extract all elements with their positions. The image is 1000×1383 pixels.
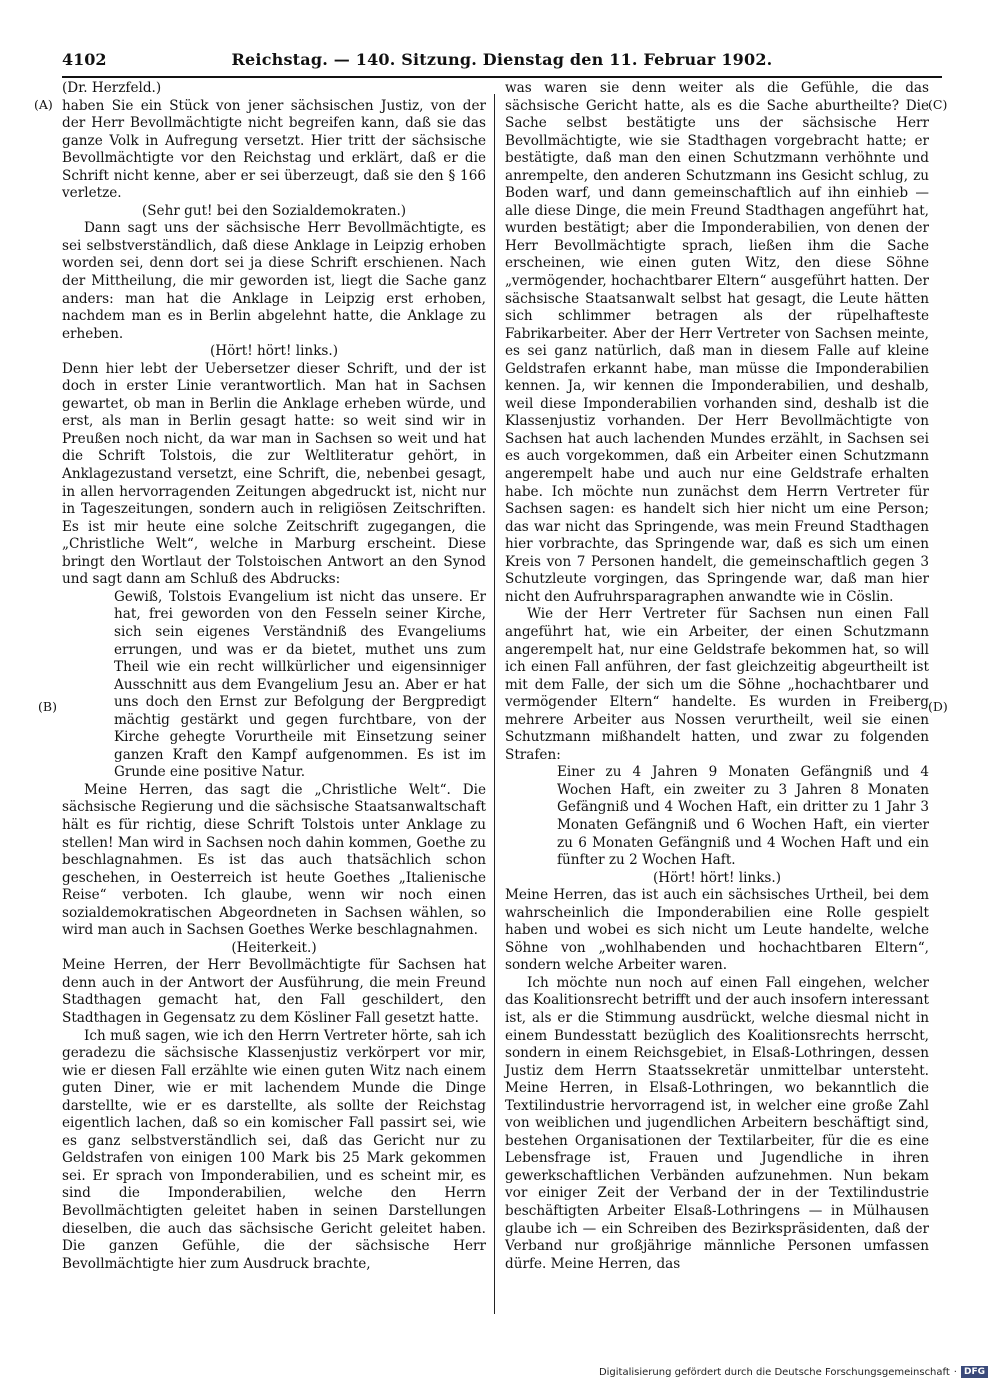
left-paragraph-2: Dann sagt uns der sächsische Herr Bevollmächtigte, es sei selbstverständlich, daß diese Anklage in Leipzig erhoben worden sei, denn dort sei ja diese Schrift erschienen. Nach der Mittheilung, die mir geworden ist, liegt die Sache ganz anders: man hat die Anklage in Leipzig erst erhoben, nachdem man es in Berlin abgelehnt hatte, die Anklage zu erheben.: [62, 220, 486, 342]
right-column: [505, 80, 929, 1273]
page-header: [62, 48, 942, 78]
speaker-attribution: (Dr. Herzfeld.): [62, 80, 162, 96]
dfg-logo-icon: DFG: [961, 1366, 988, 1378]
page-number: 4102: [62, 50, 107, 69]
left-paragraph-4: Meine Herren, das sagt die „Christliche Welt“. Die sächsische Regierung und die sächsische Staatsanwaltschaft hält es für richtig, diese Schrift Tolstois unter Anklage zu stellen! Man wird in Sachsen noch dahin kommen, Goethe zu beschlagnahmen. Es ist das auch thatsächlich schon geschehen, in Oesterreich ist heute Goethes „Italienische Reise“ verboten. Ich glaube, wenn wir noch einen sozialdemokratischen Abgeordneten in Sachsen wählen, so wird man auch in Sachsen Goethes Werke beschlagnahmen.: [62, 781, 486, 939]
interjection-hear-hear-right: (Hört! hört! links.): [652, 869, 782, 886]
column-divider: [494, 94, 495, 1314]
footer-credit: Digitalisierung gefördert durch die Deutsche Forschungsgemeinschaft: [598, 1366, 950, 1378]
left-paragraph-1: haben Sie ein Stück von jener sächsischen Justiz, von der der Herr Bevollmächtigte nicht begreifen kann, daß sie das ganze Volk in Aufregung versetzt. Hier tritt der sächsische Bevollmächtigte vor den Reichstag und erklärt, daß er die Schrift nicht kenne, aber er sei überzeugt, daß sie den § 166 verletze.: [62, 97, 486, 202]
right-paragraph-2: Wie der Herr Vertreter für Sachsen nun einen Fall angeführt hat, wie ein Arbeiter, der einen Schutzmann angerempelt hat, nur eine Geldstrafe bekommen hat, so will ich einen Fall anführen, der fast gleichzeitig abgeurtheilt ist mit dem Falle, der sich um die Söhne „hochachtbarer und vermögender Eltern“ handelte. Es wurden in Freiberg mehrere Arbeiter aus Nossen verurtheilt, weil sie einen Schutzmann mißhandelt hatten, und zwar zu folgenden Strafen:: [505, 606, 929, 763]
left-paragraph-3: Denn hier lebt der Uebersetzer dieser Schrift, und der ist doch in erster Linie verantwortlich. Man hat in Sachsen gewartet, ob man in Berlin die Anklage erheben würde, und erst, als man in Berlin gesagt hatte: so weit sind wir in Preußen noch nicht, da war man in Sachsen so weit und hat die Schrift Tolstois, die zur Weltliteratur gehört, in Anklagezustand versetzt, eine Schrift, die, nebenbei gesagt, in allen hervorragenden Zeitungen abgedruckt ist, nicht nur in Tageszeitungen, sondern auch in religiösen Zeitschriften. Es ist mir heute eine solche Zeitschrift zugegangen, die „Christliche Welt“, welche in Marburg erscheint. Diese bringt den Wortlaut der Tolstoischen Antwort an den Synod und sagt dann am Schluß des Abdrucks:: [62, 360, 486, 588]
margin-marker-d: (D): [928, 699, 948, 714]
interjection-applause: (Sehr gut! bei den Sozialdemokraten.): [141, 202, 407, 219]
digitization-footer: [599, 1364, 988, 1380]
right-paragraph-3: Meine Herren, das ist auch ein sächsisches Urtheil, bei dem wahrscheinlich die Imponderabilien eine Rolle gespielt haben und wobei es sich nicht um Leute handelte, welche Söhne von „wohlhabenden und hochachtbaren Eltern“, sondern welche Arbeiter waren.: [505, 887, 929, 974]
left-paragraph-5: Meine Herren, der Herr Bevollmächtigte für Sachsen hat denn auch in der Antwort der Ausführung, die mein Freund Stadthagen gemacht hat, den Fall geschildert, den Stadthagen in Gegensatz zu dem Kösliner Fall gesetzt hatte.: [62, 957, 486, 1026]
margin-marker-c: (C): [928, 97, 948, 112]
interjection-laughter: (Heiterkeit.): [231, 939, 317, 956]
footer-separator: ·: [953, 1366, 957, 1378]
margin-marker-a: (A): [34, 97, 53, 112]
left-column: [62, 80, 486, 1273]
interjection-hear-hear: (Hört! hört! links.): [209, 343, 339, 360]
left-paragraph-6: Ich muß sagen, wie ich den Herrn Vertreter hörte, sah ich geradezu die sächsische Klassenjustiz verkörpert vor mir, wie er diesen Fall erzählte wie einen guten Witz nach einem guten Diner, wie er mit lachendem Munde die Dinge darstellte, wie er es darstellte, als sollte der Reichstag eigentlich lachen, daß so ein komischer Fall passirt sei, wie es ganz selbstverständlich sei, daß das Gericht nur zu Geldstrafen von einigen 100 Mark bis 25 Mark gekommen sei. Er sprach von Imponderabilien, und es scheint mir, es sind die Imponderabilien, welche den Herrn Bevollmächtigten geleitet haben in seinen Darstellungen dieselben, die auch das sächsische Gericht geleitet haben. Die ganzen Gefühle, die der sächsische Herr Bevollmächtigte hier zum Ausdruck brachte,: [62, 1027, 486, 1272]
right-paragraph-4: Ich möchte nun noch auf einen Fall eingehen, welcher das Koalitionsrecht betrifft und der auch insofern interessant ist, als er die Stimmung ausdrückt, welche diesmal nicht in einem Bundesstatt bezüglich des Koalitionsrechts herrscht, sondern in einem Reichsgebiet, in Elsaß-Lothringen, dessen Justiz dem Herrn Staatssekretär unmittelbar untersteht. Meine Herren, in Elsaß-Lothringen, wo bekanntlich die Textilindustrie hervorragend ist, in welcher eine große Zahl von weiblichen und jugendlichen Arbeitern beschäftigt sind, bestehen Organisationen der Textilarbeiter, für die es eine Lebensfrage ist, Frauen und Jugendliche in ihren gewerkschaftlichen Verbänden aufzunehmen. Nun bekam vor einiger Zeit der Verband der in der Textilindustrie beschäftigten Arbeiter Elsaß-Lothringens — in Mülhausen glaube ich — ein Schreiben des Bezirkspräsidenten, daß der Verband nur großjährige männliche Personen umfassen dürfe. Meine Herren, das: [505, 974, 929, 1272]
block-quote-christliche-welt: Gewiß, Tolstois Evangelium ist nicht das unsere. Er hat, frei geworden von den Fesseln seiner Kirche, sich sein eigenes Verständniß des Evangeliums errungen, und was er da bietet, muthet uns zum Theil wie ein recht willkürlicher und eigensinniger Ausschnitt aus dem Evangelium Jesu an. Aber er hat uns doch den Ernst zur Befolgung der Bergpredigt mächtig gestärkt und gegen furchtbare, von der Kirche gehegte Vorurtheile mit Einsetzung seiner ganzen Kraft den Kampf aufgenommen. Es ist im Grunde eine positive Natur.: [114, 588, 486, 781]
running-title: Reichstag. — 140. Sitzung. Dienstag den 11. Februar 1902.: [231, 50, 773, 69]
block-quote-sentences: Einer zu 4 Jahren 9 Monaten Gefängniß und 4 Wochen Haft, ein zweiter zu 3 Jahren 8 Monaten Gefängniß und 4 Wochen Haft, ein dritter zu 1 Jahr 3 Monaten Gefängniß und 6 Wochen Haft, ein vierter zu 6 Monaten Gefängniß und 4 Wochen Haft und ein fünfter zu 2 Wochen Haft.: [557, 764, 929, 869]
right-paragraph-1: was waren sie denn weiter als die Gefühle, die das sächsische Gericht hatte, als es die Sache aburtheilte? Die Sache selbst bestätigte uns der sächsische Herr Bevollmächtigte, wie sie Stadthagen vorgebracht hatte; er bestätigte, daß man den einen Schutzmann verhöhnte und anrempelte, den anderen Schutzmann ins Gesicht schlug, zu Boden warf, und dann gemeinschaftlich auf ihn einhieb — alle diese Dinge, die mein Freund Stadthagen angeführt hat, wurden bestätigt; aber die Imponderabilien, von denen der Herr Bevollmächtigte sprach, ließen ihm die Sache erscheinen, wie einen guten Witz, den diese Söhne „vermögender, hochachtbarer Eltern“ ausgeführt hatten. Der sächsische Staatsanwalt selbst hat gesagt, die Leute hätten sich schlimmer betragen als der rüpelhafteste Fabrikarbeiter. Aber der Herr Vertreter von Sachsen meinte, es sei ganz natürlich, daß man in diesem Falle auf kleine Geldstrafen erkannt habe, man müsse die Imponderabilien kennen. Ja, wir kennen die Imponderabilien, und deshalb, weil diese Imponderabilien vorhanden sind, deshalb ist die Klassenjustiz vorhanden. Der Herr Bevollmächtigte von Sachsen hat auch lachenden Mundes erzählt, in Sachsen sei es auch vorgekommen, daß ein Arbeiter einen Schutzmann angerempelt habe und auch nur eine Geldstrafe erhalten habe. Ich möchte nun zunächst dem Herrn Vertreter für Sachsen sagen: es handelt sich hier nicht um eine Person; das war nicht das Springende, was mein Freund Stadthagen hier vorbrachte, das Springende war, daß es sich um einen Kreis von 7 Personen handelt, die gemeinschaftlich gegen 3 Schutzleute vorgingen, das Springende war, daß man hier nicht den Aufruhrsparagraphen anwandte wie in Cöslin.: [505, 80, 929, 605]
margin-marker-b: (B): [38, 699, 57, 714]
